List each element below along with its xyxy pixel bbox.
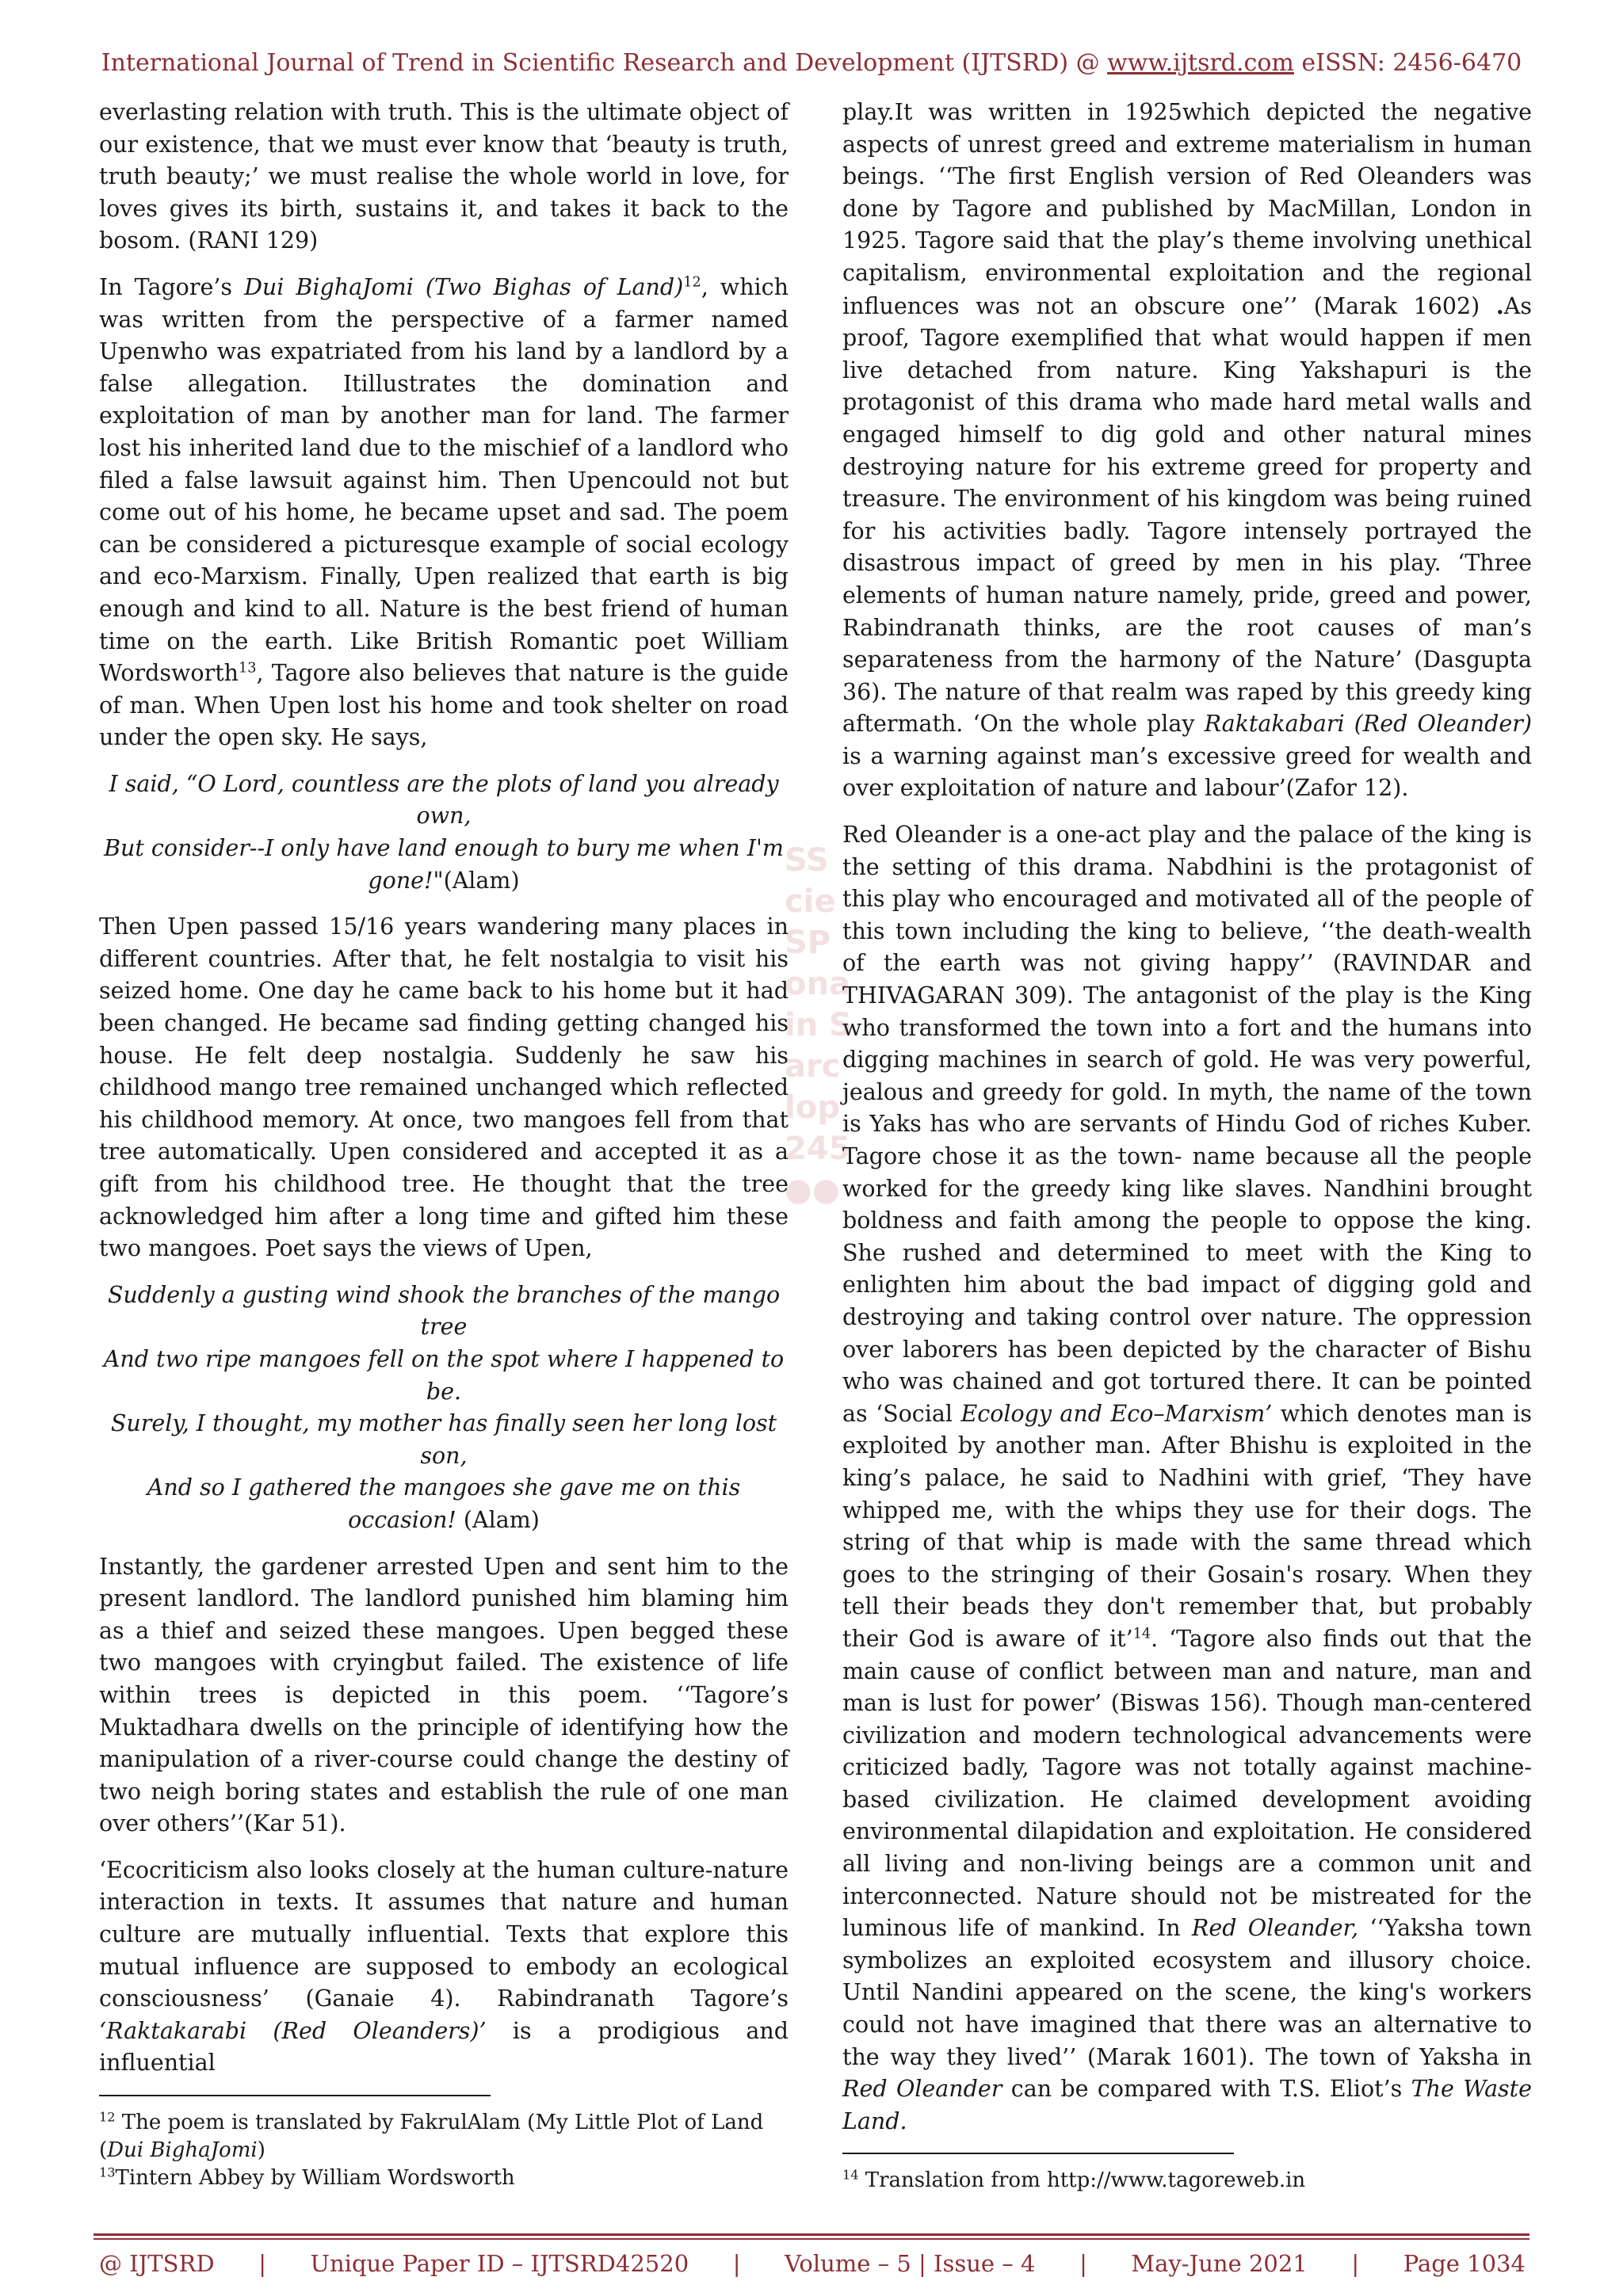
text-run: is a prodigious and influential bbox=[99, 2017, 789, 2077]
poem-line: Suddenly a gusting wind shook the branches of the mango tree bbox=[107, 1281, 781, 1341]
poem-line: I said, “O Lord, countless are the plots of land you already own, bbox=[109, 770, 779, 830]
text-run: can be compared with T.S. Eliot’s bbox=[1002, 2076, 1411, 2103]
poem-line bbox=[99, 1472, 789, 1536]
footnote-number: 14 bbox=[842, 2167, 859, 2183]
footer-separator: | bbox=[732, 2250, 741, 2277]
watermark-logo: SS cie SP ona in S arc lop 245 ●● bbox=[785, 842, 852, 1208]
header-journal-name: International Journal of Trend in Scientific Research and Development (IJTSRD) @ bbox=[101, 49, 1108, 77]
footnote-divider bbox=[99, 2095, 491, 2096]
footer-journal: @ IJTSRD bbox=[99, 2250, 215, 2277]
poem-line-text: But consider--I only have land enough to bury me when I'm gone! bbox=[104, 835, 784, 894]
poem-line-text: And so I gathered the mangoes she gave me on this occasion! bbox=[147, 1474, 741, 1533]
work-title: Red Oleander, bbox=[1191, 1915, 1359, 1942]
footnote-text: ) bbox=[257, 2138, 265, 2162]
footnote-12 bbox=[99, 2109, 789, 2164]
footer-volume-issue: Volume – 5 | Issue – 4 bbox=[785, 2250, 1036, 2277]
paragraph bbox=[99, 1855, 789, 2080]
paragraph: everlasting relation with truth. This is the ultimate object of our existence, that we must ever know that ‘beauty is truth, truth beauty;’ we must realise the whole world in love, for loves gives its birth, sustains it, and takes it back to the bosom. (RANI 129) bbox=[99, 99, 789, 254]
text-run: In Tagore’s bbox=[99, 273, 245, 300]
poem-citation: (Alam) bbox=[456, 1506, 540, 1533]
work-title: Red Oleander bbox=[842, 2076, 1002, 2103]
poem-line: And two ripe mangoes fell on the spot where I happened to be. bbox=[103, 1345, 785, 1405]
right-column bbox=[842, 97, 1532, 2152]
footnote-ref-14[interactable]: 14 bbox=[1132, 1626, 1151, 1642]
footer-separator: | bbox=[258, 2250, 266, 2277]
work-title: Dui BighaJomi (Two Bighas of Land) bbox=[244, 273, 684, 300]
poem-citation: "(Alam) bbox=[433, 867, 520, 894]
paragraph bbox=[842, 819, 1532, 2138]
page-footer bbox=[99, 2250, 1526, 2277]
paragraph bbox=[842, 97, 1532, 805]
footnote-ref-13[interactable]: 13 bbox=[239, 660, 257, 677]
paragraph bbox=[99, 272, 789, 754]
footnote-number: 13 bbox=[99, 2164, 116, 2180]
footnote-text: Tintern Abbey by William Wordsworth bbox=[115, 2166, 515, 2190]
paragraph: Instantly, the gardener arrested Upen and sent him to the present landlord. The landlord punished him blaming him as a thief and seized these mangoes. Upen begged these two mangoes with cryingbut failed. The existence of life within trees is depicted in this poem. ‘‘Tagore’s Muktadhara dwells on the principle of identifying how the manipulation of a river-course could change the destiny of two neigh boring states and establish the rule of one man over others’’(Kar 51). bbox=[99, 1553, 789, 1837]
footnote-ref-12[interactable]: 12 bbox=[683, 274, 701, 291]
text-run: play.It was written in 1925which depicted the negative aspects of unrest greed and extreme materialism in human beings. ‘‘The first English version of Red Oleanders was done by Tagore and published by MacMillan, London in 1925. Tagore said that the play’s theme involving unethical capitalism, environmental exploitation and the regional influences was not an obscure one’’ (Marak 1602) bbox=[842, 99, 1532, 319]
footer-separator: | bbox=[1079, 2250, 1087, 2277]
poem-quote-1 bbox=[99, 769, 789, 897]
header-journal-link[interactable]: www.ijtsrd.com bbox=[1107, 49, 1294, 77]
text-run: which denotes man is exploited by another man. After Bhishu is exploited in the king’s palace, he said to Nadhini with grief, ‘They have whipped me, with the whips they use for their dogs. The string of that whip is made with the same thread which goes to the stringing of their Gosain's rosary. When they tell their beads they don't remember that, but probably their God is aware of it’ bbox=[842, 1400, 1532, 1652]
footnote-divider bbox=[842, 2153, 1234, 2154]
footer-date: May-June 2021 bbox=[1131, 2250, 1308, 2277]
text-run: is a warning against man’s excessive greed for wealth and over exploitation of nature and labour’(Zafor 12). bbox=[842, 742, 1532, 802]
footnote-13 bbox=[99, 2164, 789, 2192]
text-run: , Tagore also believes that nature is the guide of man. When Upen lost his home and took shelter on road under the open sky. He says, bbox=[99, 660, 789, 751]
running-header bbox=[0, 49, 1623, 77]
text-run: As proof, Tagore exemplified that what would happen if men live detached from nature. King Yakshapuri is the protagonist of this drama who made hard metal walls and engaged himself to dig gold and other natural mines destroying nature for his extreme greed for property and treasure. The environment of his kingdom was being ruined for his activities badly. Tagore intensely portrayed the disastrous impact of greed by men in his play. ‘Three elements of human nature namely, pride, greed and power, Rabindranath thinks, are the root causes of man’s separateness from the harmony of the Nature’ (Dasgupta 36). The nature of that realm was raped by this greedy king aftermath. ‘On the whole play bbox=[842, 292, 1532, 738]
text-run: , which was written from the perspective of a farmer named Upenwho was expatriated from his land by a landlord by a false allegation. Itillustrates the domination and exploitation of man by another man for land. The farmer lost his inherited land due to the mischief of a landlord who filed a false lawsuit against him. Then Upencould not but come out of his home, he became upset and sad. The poem can be considered a picturesque example of social ecology and eco-Marxism. Finally, Upen realized that earth is big enough and kind to all. Nature is the best friend of human time on the earth. Like British Romantic poet William Wordsworth bbox=[99, 273, 789, 687]
work-title: ‘Raktakarabi (Red Oleanders)’ bbox=[99, 2017, 487, 2044]
left-column bbox=[99, 97, 789, 2094]
text-run: Red Oleander is a one-act play and the palace of the king is the setting of this drama. Nabdhini is the protagonist of this play who encouraged and motivated all of the people of this town including the king to believe, ‘‘the death-wealth of the earth was not giving happy’’ (RAVINDAR and THIVAGARAN 309). The antagonist of the play is the King who transformed the town into a fort and the humans into digging machines in search of gold. He was very powerful, jealous and greedy for gold. In myth, the name of the town is Yaks has who are servants of Hindu God of riches Kuber. Tagore chose it as the town- name because all the people worked for the greedy king like slaves. Nandhini brought boldness and faith among the people to oppose the king. She rushed and determined to meet with the King to enlighten him about the bad impact of digging gold and destroying and taking control over nature. The oppression over laborers has been depicted by the character of Bishu who was chained and got tortured there. It can be pointed as ‘Social bbox=[842, 822, 1532, 1427]
footer-rule-thin bbox=[94, 2238, 1529, 2240]
work-title: Raktakabari (Red Oleander) bbox=[1204, 711, 1533, 738]
text-run: . ‘Tagore also finds out that the main cause of conflict between man and nature, man and man is lust for power’ (Biswas 156). Though man-centered civilization and modern technological advancements were criticized badly, Tagore was not totally against machine-based civilization. He claimed development avoiding environmental dilapidation and exploitation. He considered all living and non-living beings are a common unit and interconnected. Nature should not be mistreated for the luminous life of mankind. In bbox=[842, 1625, 1532, 1942]
footer-separator: | bbox=[1351, 2250, 1360, 2277]
text-run: . bbox=[1495, 292, 1504, 319]
work-title: Dui BighaJomi bbox=[107, 2138, 258, 2162]
footnote-number: 12 bbox=[99, 2109, 116, 2125]
footnotes-right bbox=[842, 2167, 1532, 2195]
footer-rule bbox=[94, 2233, 1529, 2236]
poem-line: Surely, I thought, my mother has finally seen her long lost son, bbox=[110, 1410, 777, 1469]
footnote-14 bbox=[842, 2167, 1532, 2195]
work-title: The Waste Land. bbox=[842, 2076, 1532, 2134]
footnote-text: Translation from http://www.tagoreweb.in bbox=[858, 2168, 1306, 2192]
emphasis: Ecology and Eco–Marxism’ bbox=[960, 1400, 1273, 1427]
poem-line bbox=[99, 833, 789, 897]
paragraph: Then Upen passed 15/16 years wandering many places in different countries. After that, he felt nostalgia to visit his seized home. One day he came back to his home but it had been changed. He became sad finding getting changed his house. He felt deep nostalgia. Suddenly he saw his childhood mango tree remained unchanged which reflected his childhood memory. At once, two mangoes fell from that tree automatically. Upen considered and accepted it as a gift from his childhood tree. He thought that the tree acknowledged him after a long time and gifted him these two mangoes. Poet says the views of Upen, bbox=[99, 913, 789, 1262]
footnote-text: The poem is translated by FakrulAlam (My Little Plot of Land ( bbox=[99, 2111, 764, 2162]
footnotes-left bbox=[99, 2109, 789, 2192]
text-run: ‘‘Yaksha town symbolizes an exploited ecosystem and illusory choice. Until Nandini appeared on the scene, the king's workers could not have imagined that there was an alternative to the way they lived’’ (Marak 1601). The town of Yaksha in bbox=[842, 1915, 1533, 2070]
footer-paper-id: Unique Paper ID – IJTSRD42520 bbox=[310, 2250, 689, 2277]
poem-quote-2 bbox=[99, 1280, 789, 1537]
text-run: ‘Ecocriticism also looks closely at the human culture-nature interaction in texts. It assumes that nature and human culture are mutually influential. Texts that explore this mutual influence are supposed to embody an ecological consciousness’ (Ganaie 4). Rabindranath Tagore’s bbox=[99, 1856, 789, 2012]
footer-page-number: Page 1034 bbox=[1403, 2250, 1526, 2277]
header-eissn: eISSN: 2456-6470 bbox=[1293, 49, 1522, 77]
